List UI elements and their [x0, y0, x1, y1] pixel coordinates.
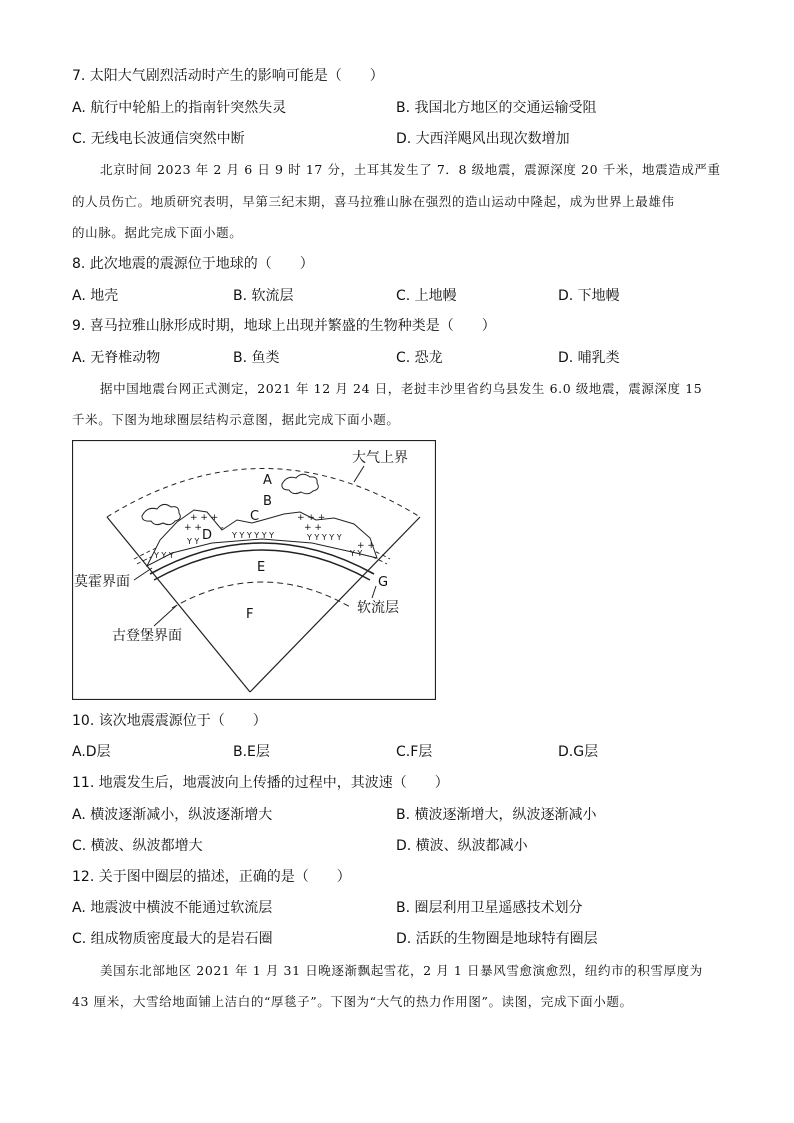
q10-option-b: B.E层 [233, 744, 270, 760]
q11-option-c: C. 横波、纵波都增大 [72, 838, 203, 854]
q12-stem: 12. 关于图中圈层的描述，正确的是（ ） [72, 869, 351, 885]
q7-option-b: B. 我国北方地区的交通运输受阻 [396, 100, 597, 116]
passage1-line-3: 的山脉。据此完成下面小题。 [72, 225, 243, 240]
svg-text:+ + +: + + + [190, 513, 219, 523]
svg-text:Y Y Y: Y Y Y [154, 551, 174, 560]
q12-option-b: B. 圈层利用卫星遥感技术划分 [396, 900, 583, 916]
q10-stem: 10. 该次地震震源位于（ ） [72, 713, 267, 729]
label-a: A [263, 473, 272, 488]
label-c: C [250, 509, 260, 524]
q7-stem: 7. 太阳大气剧烈活动时产生的影响可能是（ ） [72, 68, 384, 84]
earth-sphere-diagram [72, 440, 436, 700]
svg-text:+ + +: + + + [297, 513, 326, 523]
passage3-line-1: 美国东北部地区 2021 年 1 月 31 日晚逐渐飘起雪花，2 月 1 日暴风雪愈演愈烈，纽约市的积雪厚度为 [100, 963, 703, 978]
q11-option-b: B. 横波逐渐增大，纵波逐渐减小 [396, 807, 597, 823]
label-atmosphere-top: 大气上界 [352, 450, 408, 466]
q9-option-a: A. 无脊椎动物 [72, 350, 161, 366]
svg-text:Y Y Y Y Y: Y Y Y Y Y [307, 533, 342, 542]
label-b: B [263, 494, 272, 509]
q12-option-a: A. 地震波中横波不能通过软流层 [72, 900, 273, 916]
q10-option-c: C.F层 [396, 744, 433, 760]
earth-sphere-svg [72, 440, 436, 700]
label-gutenberg: 古登堡界面 [112, 628, 182, 644]
svg-text:+ +: + + [357, 541, 375, 551]
q8-option-b: B. 软流层 [233, 288, 294, 304]
label-f: F [246, 607, 254, 622]
svg-text:Y Y: Y Y [187, 537, 200, 546]
svg-text:+ +: + + [184, 523, 202, 533]
q11-stem: 11. 地震发生后，地震波向上传播的过程中，其波速（ ） [72, 775, 449, 791]
label-asthenosphere: 软流层 [357, 600, 399, 616]
figure-border [73, 441, 436, 700]
svg-text:Y Y Y Y Y Y: Y Y Y Y Y Y [232, 531, 275, 540]
q7-option-c: C. 无线电长波通信突然中断 [72, 131, 245, 147]
label-e: E [257, 560, 266, 575]
q12-option-d: D. 活跃的生物圈是地球特有圈层 [396, 931, 598, 947]
label-d: D [202, 528, 213, 543]
svg-text:Y Y: Y Y [350, 549, 363, 558]
passage1-line-2: 的人员伤亡。地质研究表明，早第三纪末期，喜马拉雅山脉在强烈的造山运动中隆起，成为世界上最雄伟 [72, 194, 675, 209]
q8-stem: 8. 此次地震的震源位于地球的（ ） [72, 256, 314, 272]
q9-option-b: B. 鱼类 [233, 350, 280, 366]
passage2-line-2: 千米。下图为地球圈层结构示意图，据此完成下面小题。 [72, 412, 400, 427]
passage2-line-1: 据中国地震台网正式测定，2021 年 12 月 24 日，老挝丰沙里省约乌县发生 6.0 级地震，震源深度 15 [100, 381, 703, 396]
q9-stem: 9. 喜马拉雅山脉形成时期，地球上出现并繁盛的生物种类是（ ） [72, 318, 496, 334]
q7-option-a: A. 航行中轮船上的指南针突然失灵 [72, 100, 287, 116]
q9-option-c: C. 恐龙 [396, 350, 443, 366]
q8-option-a: A. 地壳 [72, 288, 119, 304]
passage1-line-1: 北京时间 2023 年 2 月 6 日 9 时 17 分，土耳其发生了 7．8 级地震，震源深度 20 千米，地震造成严重 [100, 162, 721, 177]
q10-option-d: D.G层 [558, 744, 599, 760]
q8-option-d: D. 下地幔 [558, 288, 620, 304]
q9-option-d: D. 哺乳类 [558, 350, 620, 366]
q12-option-c: C. 组成物质密度最大的是岩石圈 [72, 931, 273, 947]
passage3-line-2: 43 厘米，大雪给地面铺上洁白的“厚毯子”。下图为“大气的热力作用图”。读图，完成下面小题。 [72, 994, 633, 1009]
label-g: G [378, 575, 389, 590]
q11-option-a: A. 横波逐渐减小，纵波逐渐增大 [72, 807, 273, 823]
q8-option-c: C. 上地幔 [396, 288, 457, 304]
label-moho: 莫霍界面 [74, 574, 130, 590]
q7-option-d: D. 大西洋飓风出现次数增加 [396, 131, 570, 147]
q11-option-d: D. 横波、纵波都减小 [396, 838, 528, 854]
svg-text:+ +: + + [304, 523, 322, 533]
q10-option-a: A.D层 [72, 744, 111, 760]
